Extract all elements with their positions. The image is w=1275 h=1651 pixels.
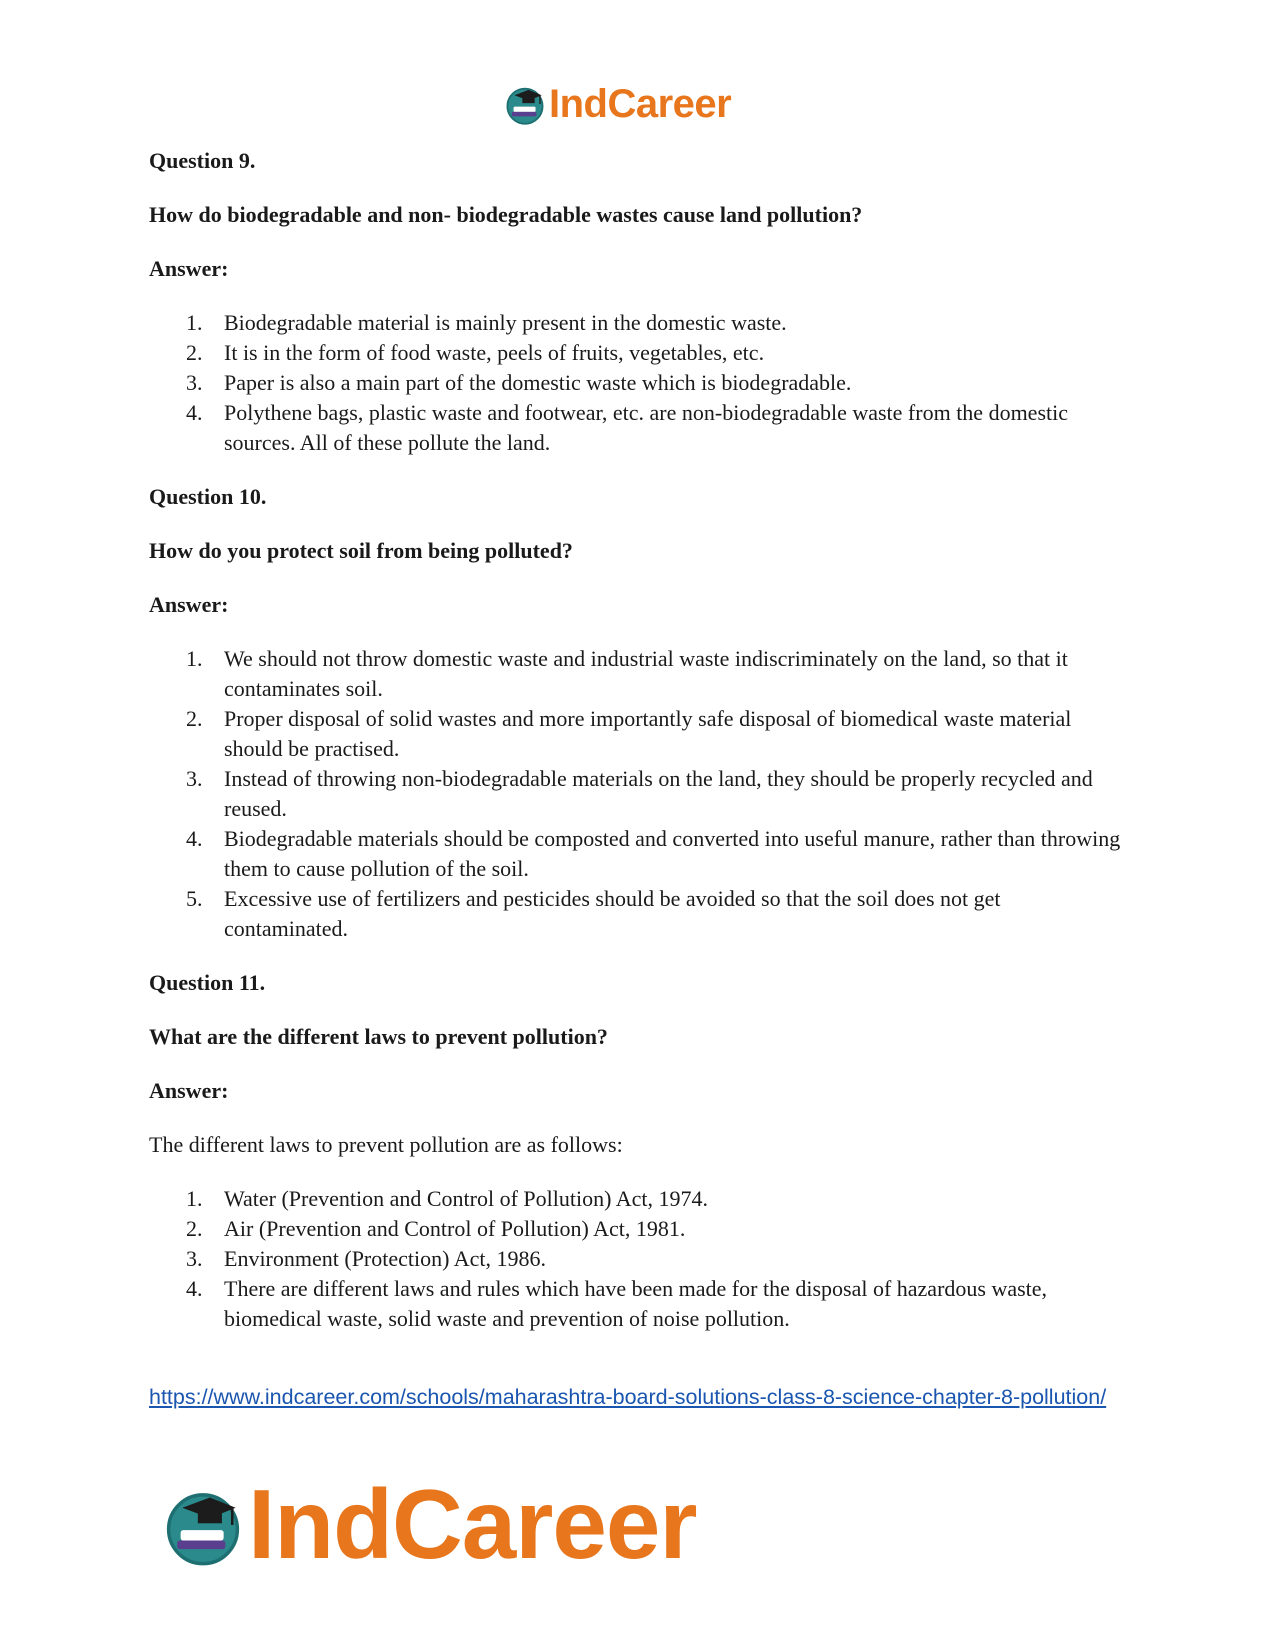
list-item xyxy=(149,338,1129,368)
list-item xyxy=(149,368,1129,398)
list-number: 4. xyxy=(186,826,203,851)
question-text: How do you protect soil from being polluted? xyxy=(149,538,573,563)
question-number: Question 11. xyxy=(149,970,266,995)
list-item-text: Biodegradable material is mainly present in the domestic waste. xyxy=(224,310,787,335)
list-item xyxy=(149,1244,1129,1274)
list-number: 1. xyxy=(186,1186,203,1211)
list-item xyxy=(149,1274,1129,1334)
list-number: 4. xyxy=(186,1276,203,1301)
list-item xyxy=(149,824,1129,884)
list-item-text: There are different laws and rules which have been made for the disposal of hazardous waste, biomedical waste, solid waste and prevention of noise pollution. xyxy=(224,1276,1048,1331)
list-number: 5. xyxy=(186,886,203,911)
list-number: 3. xyxy=(186,1246,203,1271)
indcareer-logo-header xyxy=(503,80,731,128)
graduation-globe-icon xyxy=(160,1482,246,1568)
answer-list xyxy=(149,308,1129,458)
list-number: 2. xyxy=(186,1216,203,1241)
list-item-text: Paper is also a main part of the domestic waste which is biodegradable. xyxy=(224,370,852,395)
list-item xyxy=(149,704,1129,764)
indcareer-logo-footer xyxy=(160,1468,697,1581)
list-number: 1. xyxy=(186,310,203,335)
list-item-text: We should not throw domestic waste and industrial waste indiscriminately on the land, so that it contaminates soil. xyxy=(224,646,1068,701)
source-link-block xyxy=(149,1379,1129,1415)
list-number: 4. xyxy=(186,400,203,425)
answer-list xyxy=(149,1184,1129,1334)
answer-list xyxy=(149,644,1129,944)
question-block-9 xyxy=(149,146,1129,458)
list-item-text: Proper disposal of solid wastes and more importantly safe disposal of biomedical waste material should be practised. xyxy=(224,706,1072,761)
list-item-text: Environment (Protection) Act, 1986. xyxy=(224,1246,546,1271)
answer-label: Answer: xyxy=(149,1078,229,1103)
list-item-text: It is in the form of food waste, peels of fruits, vegetables, etc. xyxy=(224,340,765,365)
question-block-10 xyxy=(149,482,1129,944)
brand-wordmark: IndCareer xyxy=(549,81,732,126)
list-item xyxy=(149,1214,1129,1244)
list-item xyxy=(149,308,1129,338)
answer-label: Answer: xyxy=(149,256,229,281)
list-item-text: Biodegradable materials should be composted and converted into useful manure, rather than throwing them to cause pollution of the soil. xyxy=(224,826,1121,881)
question-number: Question 10. xyxy=(149,484,267,509)
question-number: Question 9. xyxy=(149,148,256,173)
list-item-text: Water (Prevention and Control of Pollution) Act, 1974. xyxy=(224,1186,708,1211)
answer-label: Answer: xyxy=(149,592,229,617)
list-item xyxy=(149,1184,1129,1214)
question-text: How do biodegradable and non- biodegradable wastes cause land pollution? xyxy=(149,202,863,227)
source-link[interactable]: https://www.indcareer.com/schools/maharashtra-board-solutions-class-8-science-chapter-8-pollution/ xyxy=(149,1385,1107,1409)
list-number: 2. xyxy=(186,340,203,365)
answer-intro: The different laws to prevent pollution are as follows: xyxy=(149,1132,623,1157)
list-number: 2. xyxy=(186,706,203,731)
graduation-globe-icon xyxy=(503,82,547,126)
list-number: 3. xyxy=(186,766,203,791)
list-item-text: Excessive use of fertilizers and pesticides should be avoided so that the soil does not get contaminated. xyxy=(224,886,1001,941)
list-number: 3. xyxy=(186,370,203,395)
list-item-text: Instead of throwing non-biodegradable materials on the land, they should be properly recycled and reused. xyxy=(224,766,1093,821)
list-item xyxy=(149,644,1129,704)
list-number: 1. xyxy=(186,646,203,671)
qa-content xyxy=(149,146,1129,1358)
list-item xyxy=(149,398,1129,458)
brand-wordmark: IndCareer xyxy=(248,1469,697,1579)
list-item xyxy=(149,764,1129,824)
list-item-text: Polythene bags, plastic waste and footwear, etc. are non-biodegradable waste from the domestic sources. All of these pollute the land. xyxy=(224,400,1068,455)
question-text: What are the different laws to prevent pollution? xyxy=(149,1024,608,1049)
list-item-text: Air (Prevention and Control of Pollution) Act, 1981. xyxy=(224,1216,686,1241)
list-item xyxy=(149,884,1129,944)
question-block-11 xyxy=(149,968,1129,1334)
